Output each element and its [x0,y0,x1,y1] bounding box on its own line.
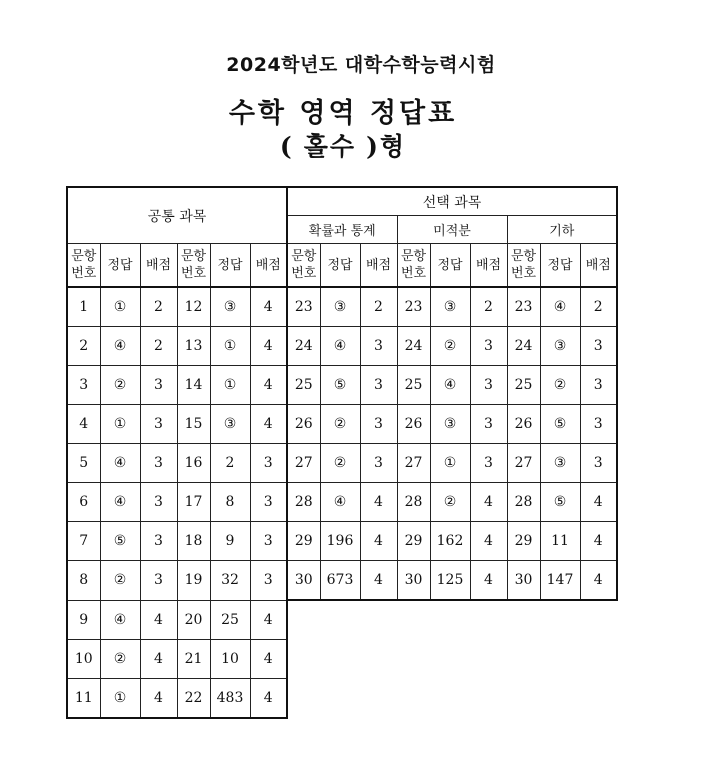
answer-value: ④ [540,287,580,327]
table-row [67,561,617,601]
question-number: 30 [397,561,430,601]
answer-value: ③ [430,287,470,327]
answer-value: ③ [540,444,580,483]
question-number: 12 [177,287,210,327]
answer-value: 125 [430,561,470,601]
number-col-header-line1: 문항 [510,249,537,264]
table-row [67,483,617,522]
points-value: 3 [580,444,617,483]
answer-col-header: 정답 [100,244,140,288]
answer-value: ⑤ [100,522,140,561]
elective-prob-stats-header: 확률과 통계 [287,216,397,244]
points-value: 4 [580,561,617,601]
question-number: 18 [177,522,210,561]
answer-value: ④ [100,600,140,639]
question-number: 27 [397,444,430,483]
answer-value: ④ [100,327,140,366]
question-number: 30 [507,561,540,601]
number-col-header [397,244,430,288]
points-value: 4 [580,522,617,561]
points-value: 2 [360,287,397,327]
answer-col-header: 정답 [540,244,580,288]
question-number: 28 [397,483,430,522]
answer-value: 32 [210,561,250,601]
points-value: 3 [580,405,617,444]
points-value: 4 [360,522,397,561]
number-col-header-line1: 문항 [180,249,207,264]
question-number: 22 [177,678,210,718]
points-value: 3 [580,366,617,405]
answer-value: 8 [210,483,250,522]
table-row [67,287,617,327]
answer-value: ② [320,444,360,483]
points-value: 3 [580,327,617,366]
question-number: 25 [507,366,540,405]
points-value: 3 [360,405,397,444]
number-col-header-line2: 번호 [400,266,427,281]
points-value: 3 [360,366,397,405]
number-col-header-line2: 번호 [71,266,97,281]
form-open-paren: ( [279,132,294,161]
answer-value: ③ [430,405,470,444]
points-col-header: 배점 [360,244,397,288]
question-number: 28 [287,483,320,522]
question-number: 3 [67,366,100,405]
table-row [67,366,617,405]
question-number: 26 [507,405,540,444]
answer-value: ④ [100,483,140,522]
answer-value: ② [320,405,360,444]
answer-value: ③ [540,327,580,366]
answer-value: ④ [430,366,470,405]
points-value: 4 [250,287,287,327]
points-value: 3 [140,366,177,405]
table-row [67,600,617,639]
question-number: 7 [67,522,100,561]
points-col-header: 배점 [140,244,177,288]
question-number: 25 [287,366,320,405]
points-value: 3 [470,366,507,405]
question-number: 14 [177,366,210,405]
points-value: 4 [360,483,397,522]
answer-value: 2 [210,444,250,483]
points-value: 3 [360,444,397,483]
answer-value: ① [100,405,140,444]
points-value: 4 [250,405,287,444]
number-col-header-line2: 번호 [291,266,317,281]
answer-value: ② [100,366,140,405]
answer-value: 483 [210,678,250,718]
number-col-header [177,244,210,288]
question-number: 28 [507,483,540,522]
number-col-header-line1: 문항 [291,249,317,264]
points-value: 3 [250,444,287,483]
number-col-header [287,244,320,288]
question-number: 29 [507,522,540,561]
points-value: 3 [140,522,177,561]
question-number: 15 [177,405,210,444]
answer-value: ③ [210,405,250,444]
question-number: 9 [67,600,100,639]
answer-value: ② [100,561,140,601]
question-number: 30 [287,561,320,601]
question-number: 26 [397,405,430,444]
answer-value: ① [100,287,140,327]
question-number: 24 [397,327,430,366]
answer-value: ② [100,639,140,678]
question-number: 25 [397,366,430,405]
points-value: 4 [470,483,507,522]
question-number: 27 [287,444,320,483]
answer-col-header: 정답 [210,244,250,288]
points-value: 2 [140,287,177,327]
points-value: 3 [360,327,397,366]
answer-value: ⑤ [320,366,360,405]
points-value: 4 [360,561,397,601]
answer-value: ① [430,444,470,483]
table-row [67,444,617,483]
points-value: 4 [140,639,177,678]
question-number: 2 [67,327,100,366]
answer-value: ④ [100,444,140,483]
elective-calculus-header: 미적분 [397,216,507,244]
table-row [67,639,617,678]
form-type-title [0,127,686,163]
answer-value: 10 [210,639,250,678]
answer-value: ④ [320,327,360,366]
common-subject-header: 공통 과목 [67,187,287,244]
points-value: 3 [470,405,507,444]
exam-title: 2024학년도 대학수학능력시험 [226,54,496,76]
points-value: 3 [140,444,177,483]
question-number: 5 [67,444,100,483]
points-value: 3 [140,405,177,444]
elective-subject-header: 선택 과목 [287,187,617,216]
points-value: 3 [140,561,177,601]
points-value: 3 [250,483,287,522]
answer-value: ① [210,366,250,405]
points-value: 4 [250,366,287,405]
question-number: 29 [397,522,430,561]
answer-value: ② [430,483,470,522]
answer-value: 25 [210,600,250,639]
points-value: 4 [250,327,287,366]
points-value: 4 [470,561,507,601]
answer-value: ⑤ [540,483,580,522]
points-value: 3 [140,483,177,522]
answer-value: ② [430,327,470,366]
answer-value: 673 [320,561,360,601]
points-value: 4 [580,483,617,522]
question-number: 27 [507,444,540,483]
points-value: 4 [250,639,287,678]
number-col-header-line1: 문항 [71,249,97,264]
points-value: 3 [250,522,287,561]
answer-value: ⑤ [540,405,580,444]
question-number: 11 [67,678,100,718]
form-type: 홀수 [303,132,357,161]
empty-cell [287,600,617,639]
subject-title: 수학 영역 정답표 [228,98,458,129]
question-number: 19 [177,561,210,601]
question-number: 17 [177,483,210,522]
question-number: 23 [397,287,430,327]
answer-value: 162 [430,522,470,561]
points-value: 4 [470,522,507,561]
number-col-header-line2: 번호 [180,266,207,281]
question-number: 13 [177,327,210,366]
number-col-header [507,244,540,288]
points-col-header: 배점 [470,244,507,288]
answer-value: ① [210,327,250,366]
question-number: 23 [287,287,320,327]
points-value: 2 [140,327,177,366]
number-col-header-line2: 번호 [510,266,537,281]
table-row [67,678,617,718]
answer-col-header: 정답 [430,244,470,288]
points-col-header: 배점 [580,244,617,288]
question-number: 26 [287,405,320,444]
answer-table [66,186,618,719]
points-value: 4 [140,678,177,718]
answer-value: ① [100,678,140,718]
points-value: 2 [470,287,507,327]
answer-value: ③ [320,287,360,327]
points-value: 2 [580,287,617,327]
number-col-header [67,244,100,288]
answer-value: ② [540,366,580,405]
form-close: )형 [366,132,407,161]
answer-value: ④ [320,483,360,522]
elective-geometry-header: 기하 [507,216,617,244]
number-col-header-line1: 문항 [400,249,427,264]
answer-value: 196 [320,522,360,561]
question-number: 29 [287,522,320,561]
empty-cell [287,678,617,718]
table-row [67,522,617,561]
answer-value: 147 [540,561,580,601]
question-number: 21 [177,639,210,678]
empty-cell [287,639,617,678]
answer-value: 9 [210,522,250,561]
question-number: 24 [287,327,320,366]
question-number: 23 [507,287,540,327]
question-number: 4 [67,405,100,444]
points-col-header: 배점 [250,244,287,288]
points-value: 4 [250,600,287,639]
points-value: 3 [470,327,507,366]
question-number: 16 [177,444,210,483]
question-number: 1 [67,287,100,327]
question-number: 6 [67,483,100,522]
answer-col-header: 정답 [320,244,360,288]
points-value: 4 [250,678,287,718]
points-value: 4 [140,600,177,639]
points-value: 3 [250,561,287,601]
question-number: 20 [177,600,210,639]
question-number: 8 [67,561,100,601]
question-number: 10 [67,639,100,678]
question-number: 24 [507,327,540,366]
points-value: 3 [470,444,507,483]
answer-value: 11 [540,522,580,561]
table-row [67,327,617,366]
answer-value: ③ [210,287,250,327]
table-row [67,405,617,444]
